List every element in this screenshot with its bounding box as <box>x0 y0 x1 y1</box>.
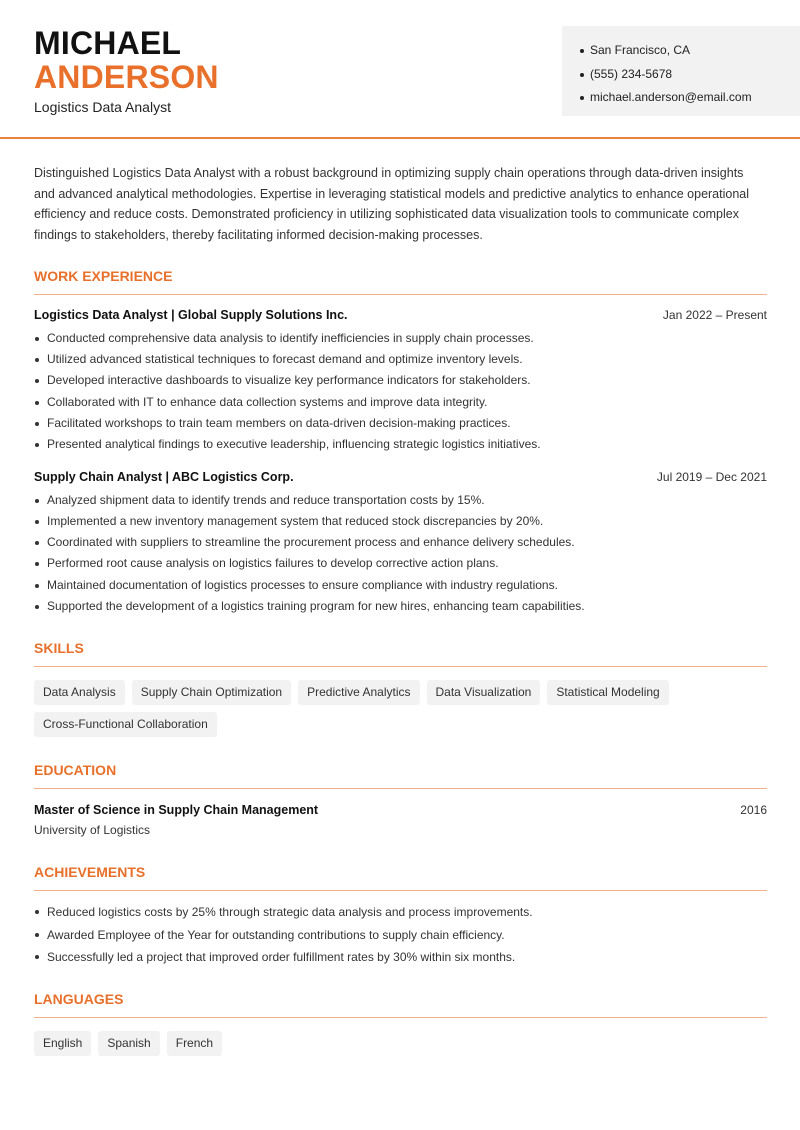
contact-email: michael.anderson@email.com <box>580 86 800 110</box>
skill-tag: Predictive Analytics <box>298 680 419 705</box>
job-bullet: Maintained documentation of logistics processes to ensure compliance with industry regulations. <box>34 575 767 596</box>
contact-list <box>562 26 800 110</box>
job-header <box>34 470 767 484</box>
job-bullet: Implemented a new inventory management system that reduced stock discrepancies by 20%. <box>34 511 767 532</box>
skills-section <box>34 639 767 744</box>
skill-tag: Statistical Modeling <box>547 680 668 705</box>
job-bullets <box>34 328 767 456</box>
skill-tag: Cross-Functional Collaboration <box>34 712 217 737</box>
job-bullet: Conducted comprehensive data analysis to identify inefficiencies in supply chain processes. <box>34 328 767 349</box>
job-entry <box>34 308 767 456</box>
education-degree: Master of Science in Supply Chain Management <box>34 803 319 818</box>
first-name: MICHAEL <box>34 25 182 61</box>
job-bullet: Collaborated with IT to enhance data collection systems and improve data integrity. <box>34 392 767 413</box>
contact-location: San Francisco, CA <box>580 39 800 63</box>
education-school: University of Logistics <box>34 823 151 838</box>
achievements-list <box>34 901 767 969</box>
summary-text: Distinguished Logistics Data Analyst with a robust background in optimizing supply chain operations through data-driven insights and advanced analytical methodologies. Expertise in leveraging statistical models and predictive analytics to enhance operational efficiency and reduce costs. Demonstrated proficiency in utilizing sophisticated data visualization tools to communicate complex findings to stakeholders, thereby facilitating informed decision-making processes. <box>34 166 750 243</box>
resume-content <box>34 163 767 1063</box>
skill-tag: Data Analysis <box>34 680 125 705</box>
section-title-languages: LANGUAGES <box>34 990 767 1018</box>
job-entry <box>34 470 767 618</box>
language-tag: French <box>167 1031 222 1056</box>
education-section <box>34 761 767 837</box>
job-header <box>34 308 767 322</box>
achievement-item: Reduced logistics costs by 25% through strategic data analysis and process improvements. <box>34 901 767 924</box>
skill-tag: Data Visualization <box>427 680 541 705</box>
job-role: Logistics Data Analyst <box>34 99 171 115</box>
job-bullet: Facilitated workshops to train team members on data-driven decision-making practices. <box>34 413 767 434</box>
language-tag: English <box>34 1031 91 1056</box>
skills-tags <box>34 680 767 744</box>
last-name: ANDERSON <box>34 59 219 95</box>
section-title-education: EDUCATION <box>34 761 767 789</box>
resume-header <box>0 0 800 139</box>
candidate-name <box>34 26 219 94</box>
contact-box <box>562 26 800 116</box>
job-bullet: Utilized advanced statistical techniques to forecast demand and optimize inventory levels. <box>34 349 767 370</box>
achievements-section <box>34 863 767 969</box>
job-bullet: Performed root cause analysis on logistics failures to develop corrective action plans. <box>34 553 767 574</box>
achievement-item: Successfully led a project that improved order fulfillment rates by 30% within six months. <box>34 946 767 969</box>
job-bullet: Presented analytical findings to executive leadership, influencing strategic logistics initiatives. <box>34 434 767 455</box>
languages-section <box>34 990 767 1063</box>
education-header <box>34 803 767 817</box>
section-title-skills: SKILLS <box>34 639 767 667</box>
skill-tag: Supply Chain Optimization <box>132 680 291 705</box>
language-tag: Spanish <box>98 1031 159 1056</box>
section-title-achievements: ACHIEVEMENTS <box>34 863 767 891</box>
job-title: Logistics Data Analyst | Global Supply Solutions Inc. <box>34 307 348 322</box>
job-bullet: Supported the development of a logistics training program for new hires, enhancing team capabilities. <box>34 596 767 617</box>
achievement-item: Awarded Employee of the Year for outstanding contributions to supply chain efficiency. <box>34 924 767 947</box>
languages-tags <box>34 1031 767 1063</box>
job-bullet: Analyzed shipment data to identify trends and reduce transportation costs by 15%. <box>34 490 767 511</box>
job-bullet: Coordinated with suppliers to streamline the procurement process and enhance delivery schedules. <box>34 532 767 553</box>
job-bullet: Developed interactive dashboards to visualize key performance indicators for stakeholders. <box>34 370 767 391</box>
job-bullets <box>34 490 767 618</box>
education-year: 2016 <box>740 803 767 818</box>
section-title-work: WORK EXPERIENCE <box>34 267 767 295</box>
job-title: Supply Chain Analyst | ABC Logistics Corp. <box>34 469 294 484</box>
work-section <box>34 267 767 618</box>
job-date: Jul 2019 – Dec 2021 <box>656 469 767 484</box>
education-entry <box>34 803 767 837</box>
job-date: Jan 2022 – Present <box>662 307 767 322</box>
contact-phone: (555) 234-5678 <box>580 63 800 87</box>
